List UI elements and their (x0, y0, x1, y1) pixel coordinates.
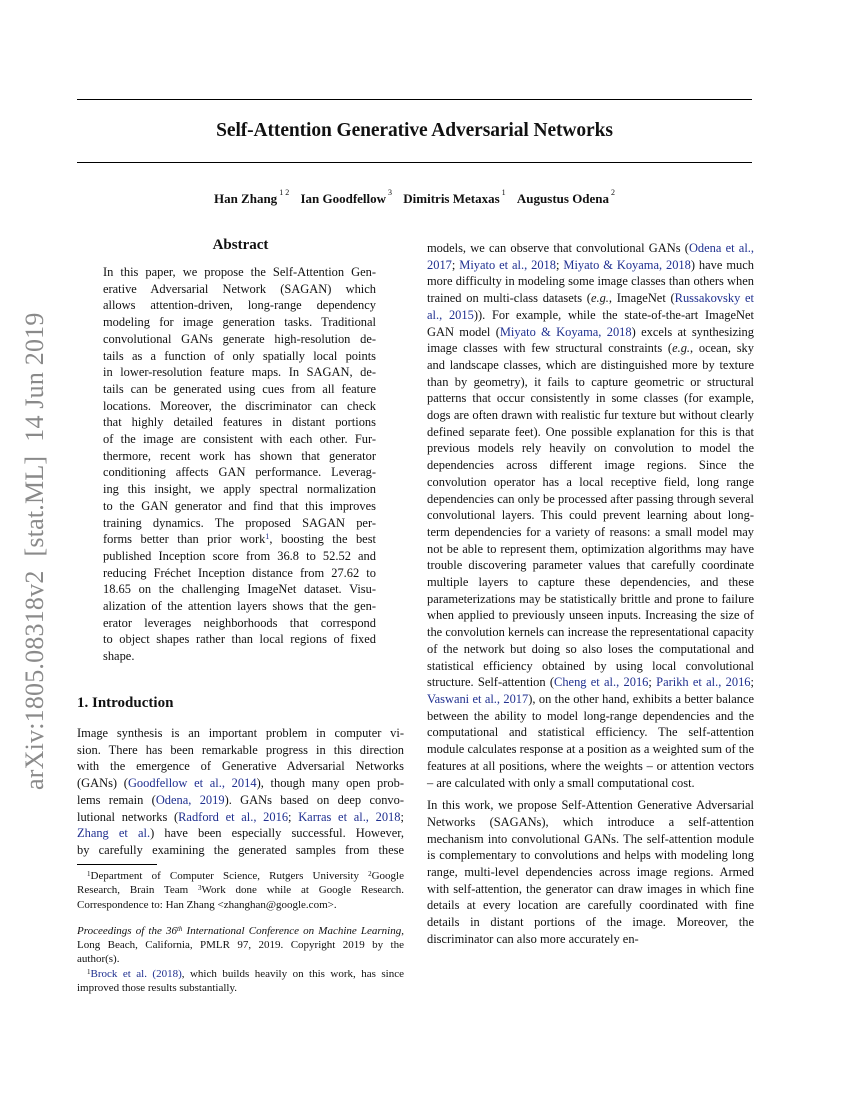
citation-link[interactable]: Karras et al., 2018 (298, 809, 401, 824)
citation-link[interactable]: Odena, 2019 (155, 792, 225, 807)
citation-link[interactable]: Miyato et al., 2018 (459, 257, 556, 272)
author: Han Zhang $^{1 2}$ (213, 188, 290, 206)
introduction-body-left: Image synthesis is an important problem in computer vi- sion. There has been remarkable progress in this direction with the emergence of Generative Adversarial Networks (GANs) (Goodfellow et al., 2014), though many open prob- lems remain (Odena, 2019). GANs based on deep convo- lutional networks (Radford et al., 2016; Karras et al., 2018; Zhang et al.) have been especially successful. However, by carefully examining the generated samples from these (77, 726, 405, 857)
citation-link[interactable]: Goodfellow et al., 2014 (127, 776, 257, 791)
arxiv-side-stamp (20, 298, 50, 790)
citation-link[interactable]: Zhang et al. (77, 826, 151, 841)
footnote-1: $^1$Brock et al. (2018), which builds heavily on this work, has since improved those results substantially. (77, 967, 404, 995)
introduction-body-right (427, 240, 754, 948)
section-heading-introduction: 1. Introduction (77, 695, 174, 711)
footnotes (77, 869, 404, 995)
arxiv-category: [stat.ML] (20, 455, 49, 557)
title-rule-top (77, 99, 752, 100)
paragraph: models, we can observe that convolutional GANs (Odena et al., 2017; Miyato et al., 2018; Miyato & Koyama, 2018) have much more difficulty in modeling some image classes than others when trained on multi-class datasets (e.g., ImageNet (Russakovsky et al., 2015)). For example, while the state-of-the-art ImageNet GAN model (Miyato & Koyama, 2018) excels at synthesizing image classes with few structural constraints (e.g., ocean, sky and landscape classes, which are distinguished more by texture than by geometry), it fails to capture geometric or structural patterns that occur consistently in some classes (for example, dogs are often drawn with realistic fur texture but without clearly defined separate feet). One possible explanation for this is that previous models rely heavily on convolution to model the dependencies across different image regions. Since the convolution operator has a local receptive field, long range dependencies can only be processed after passing through several convolutional layers. This could prevent learning about long-term dependencies for a variety of reasons: a small model may not be able to represent them, optimization algorithms may have trouble discovering parameter values that carefully coordinate multiple layers to capture these dependencies, and these parameterizations may be statistically brittle and prone to failure when applied to previously unseen inputs. Increasing the size of the convolution kernels can increase the representational capacity of the network but doing so also loses the computational and statistical efficiency obtained by using local convolutional structure. Self-attention (Cheng et al., 2016; Parikh et al., 2016; Vaswani et al., 2017), on the other hand, exhibits a better balance between the ability to model long-range dependencies and the computational and statistical efficiency. The self-attention module calculates response at a position as a weighted sum of the features at all positions, where the weights – or attention vectors – are calculated with only a small computational cost. (427, 241, 755, 790)
citation-link[interactable]: Miyato & Koyama, 2018 (499, 324, 632, 339)
affiliation-mark: 1 2 (279, 188, 290, 197)
arxiv-date: 14 Jun 2019 (20, 312, 49, 442)
affiliations-footnote: $^1$Department of Computer Science, Rutgers University $^2$Google Research, Brain Team $^3$Work done while at Google Research. Correspondence to: Han Zhang <zhanghan@google.com>. (77, 870, 404, 911)
affiliation-mark: 3 (388, 188, 393, 197)
citation-link[interactable]: Russakovsky et al., 2015 (427, 291, 755, 322)
citation-link[interactable]: Miyato & Koyama, 2018 (563, 257, 691, 272)
proceedings-note: Proceedings of the 36th International Conference on Machine Learning, Long Beach, California, PMLR 97, 2019. Copyright 2019 by the author(s). (77, 924, 404, 966)
paper-title: Self-Attention Generative Adversarial Networks (216, 120, 613, 141)
abstract-heading: Abstract (212, 237, 269, 253)
citation-link[interactable]: Radford et al., 2016 (178, 809, 289, 824)
citation-link[interactable]: Vaswani et al., 2017 (427, 691, 529, 706)
affiliation-mark: 2 (611, 188, 616, 197)
footnote-rule (77, 864, 157, 865)
footnote-link[interactable]: 1 (265, 532, 270, 542)
author: Ian Goodfellow $^3$ (300, 188, 393, 206)
citation-link[interactable]: Cheng et al., 2016 (554, 675, 649, 690)
author: Augustus Odena $^2$ (516, 188, 616, 206)
citation-link[interactable]: Parikh et al., 2016 (656, 675, 751, 690)
abstract-body: In this paper, we propose the Self-Attention Gen- erative Adversarial Network (SAGAN) which allows attention-driven, long-range dependency modeling for image generation tasks. Traditional convolutional GANs generate high-resolution de- tails as a function of only spatially local points in lower-resolution feature maps. In SAGAN, de- tails can be generated using cues from all feature locations. Moreover, the discriminator can check that highly detailed features in distant portions of the image are consistent with each other. Fur- thermore, recent work has shown that generator conditioning affects GAN performance. Leverag- ing this insight, we apply spectral normalization to the GAN generator and find that this improves training dynamics. The proposed SAGAN per- forms better than prior work$^1$, boosting the best published Inception score from 36.8 to 52.52 and reducing Fréchet Inception distance from 27.62 to 18.65 on the challenging ImageNet dataset. Visu- alization of the attention layers shows that the gen- erator leverages neighborhoods that correspond to object shapes rather than local regions of fixed shape. (103, 265, 377, 664)
paragraph: In this work, we propose Self-Attention Generative Adversarial Networks (SAGANs), which introduce a self-attention mechanism into convolutional GANs. The self-attention module is complementary to convolutions and helps with modeling long range, multi-level dependencies across image regions. Armed with self-attention, the generator can draw images in which fine details at every location are carefully coordinated with fine details in distant portions of the image. Moreover, the discriminator can also more accurately en- (427, 798, 754, 946)
citation-link[interactable]: Odena et al., 2017 (427, 241, 754, 272)
citation-link[interactable]: Brock et al. (2018) (90, 967, 182, 980)
arxiv-id[interactable]: arXiv:1805.08318v2 (20, 570, 49, 790)
author-list (77, 188, 752, 207)
title-rule-bottom (77, 162, 752, 163)
author: Dimitris Metaxas $^1$ (403, 188, 506, 206)
affiliation-mark: 1 (501, 188, 506, 197)
